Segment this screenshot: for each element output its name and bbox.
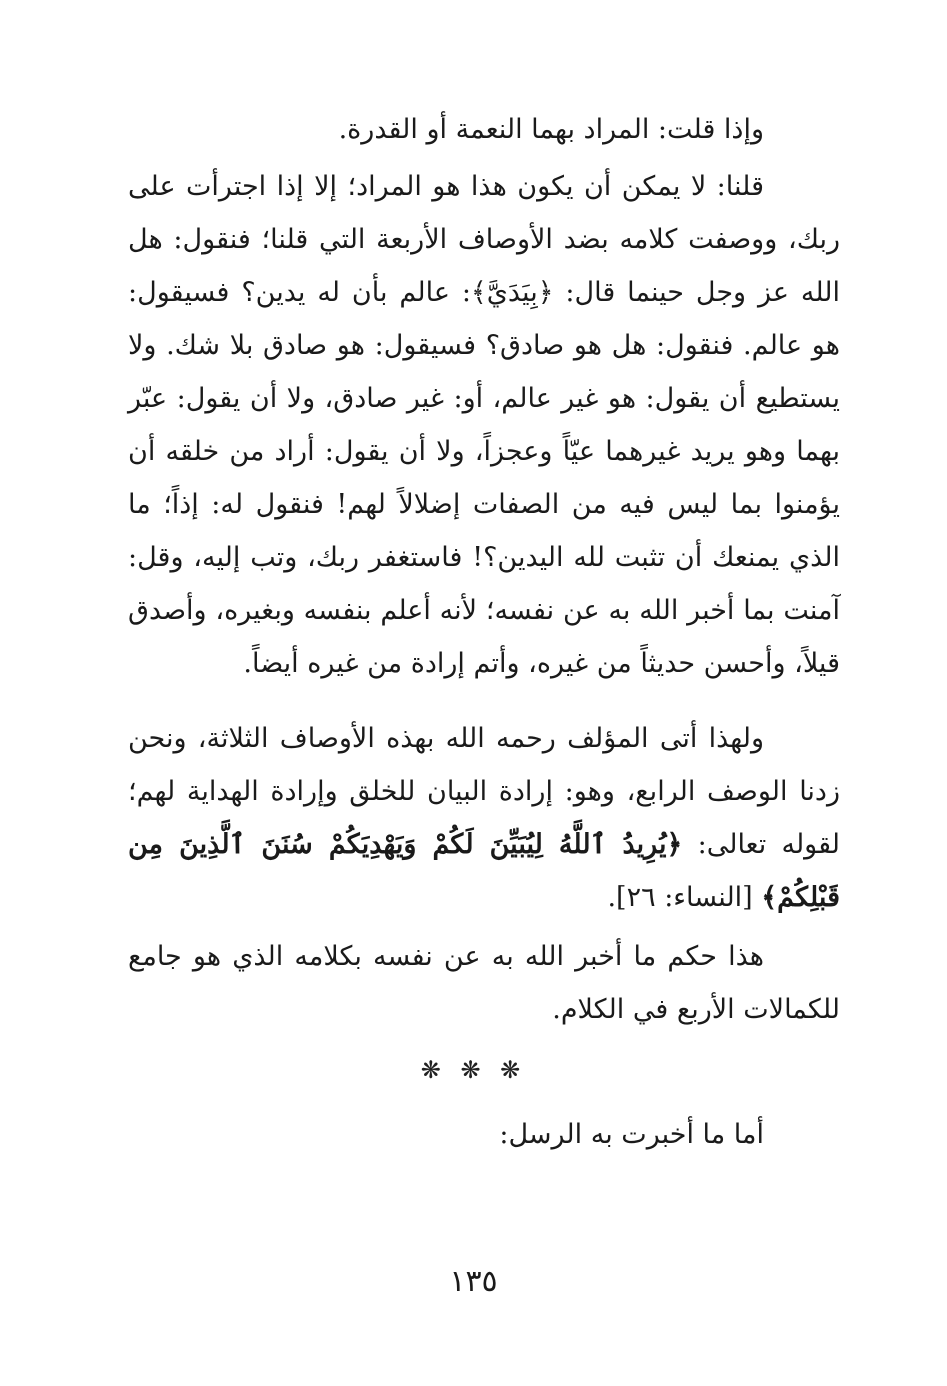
paragraph-3 — [128, 712, 840, 924]
paragraph-2 — [128, 160, 840, 690]
paragraph-3-lead: ولهذا أتى المؤلف رحمه الله بهذه الأوصاف الثلاثة، ونحن زدنا الوصف الرابع، وهو: إرادة البيان للخلق وإرادة الهداية لهم؛ لقوله تعالى: — [128, 723, 841, 860]
section-separator: ❋ ❋ ❋ — [420, 1056, 527, 1084]
paragraph-2-text: قلنا: لا يمكن أن يكون هذا هو المراد؛ إلا إذا اجترأت على ربك، ووصفت كلامه بضد الأوصاف الأربعة التي قلنا؛ فنقول: هل الله عز وجل حينما قال: ﴿بِيَدَيَّ﴾: عالم بأن له يدين؟ فسيقول: هو عالم. فنقول: هل هو صادق؟ فسيقول: هو صادق بلا شك. ولا يستطيع أن يقول: هو غير عالم، أو: غير صادق، ولا أن يقول: عبّر بهما وهو يريد غيرهما عيّاً وعجزاً، ولا أن يقول: أراد من خلقه أن يؤمنوا بما ليس فيه من الصفات إضلالاً لهم! فنقول له: إذاً؛ ما الذي يمنعك أن تثبت لله اليدين؟! فاستغفر ربك، وتب إليه، وقل: آمنت بما أخبر الله به عن نفسه؛ لأنه أعلم بنفسه وبغيره، وأصدق قيلاً، وأحسن حديثاً من غيره، وأتم إرادة من غيره أيضاً. — [128, 171, 840, 679]
paragraph-5-text: أما ما أخبرت به الرسل: — [499, 1119, 764, 1150]
quran-verse: ﴿يُرِيدُ ٱللَّهُ لِيُبَيِّنَ لَكُمْ وَيَهْدِيَكُمْ سُنَنَ ٱلَّذِينَ مِن قَبْلِكُمْ﴾ — [128, 829, 840, 913]
paragraph-1-text: وإذا قلت: المراد بهما النعمة أو القدرة. — [338, 114, 764, 145]
paragraph-4-text: هذا حكم ما أخبر الله به عن نفسه بكلامه الذي هو جامع للكمالات الأربع في الكلام. — [128, 941, 840, 1025]
paragraph-3-text — [128, 712, 840, 924]
paragraph-1 — [128, 103, 840, 156]
paragraph-4 — [128, 930, 840, 1036]
paragraph-5 — [128, 1108, 840, 1161]
page-number: ١٣٥ — [449, 1264, 498, 1299]
verse-reference: [النساء: ٢٦]. — [607, 882, 762, 913]
